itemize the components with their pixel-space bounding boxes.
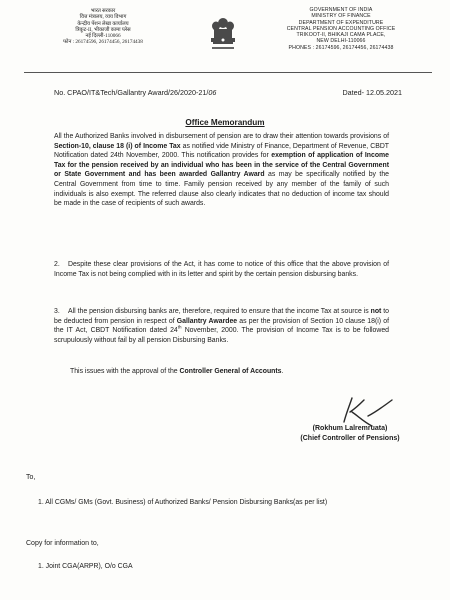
- paragraph-number: 2.: [54, 261, 60, 268]
- hindi-letterhead: [28, 8, 178, 46]
- para3-bold-1: not: [370, 308, 382, 315]
- document-date: Dated- 12.05.2021: [342, 88, 402, 97]
- para3-text-1: All the pension disbursing banks are, therefore, required to ensure that the income Tax at source is: [68, 308, 371, 315]
- reference-handwritten-suffix: 06: [208, 88, 217, 97]
- hindi-line: फोन : 26174596, 26174456, 26174438: [63, 39, 143, 46]
- english-line: CENTRAL PENSION ACCOUNTING OFFICE: [286, 25, 396, 32]
- reference-number: [54, 88, 216, 97]
- document-title: Office Memorandum: [185, 118, 265, 127]
- english-line: TRIKOOT-II, BHIKAJI CAMA PLACE,: [296, 32, 386, 39]
- para3-text-2: to be deducted from pension in respect of: [54, 308, 389, 325]
- hindi-line: त्रिकूट-II, भीकाजी कामा प्लेस: [75, 26, 131, 33]
- para2-text: Despite these clear provisions of the Act, it has come to notice of this office that the above provision of Income Tax is not being complied with in its letter and spirit by the certain pension disbursing banks.: [54, 261, 389, 278]
- hindi-line: नई दिल्ली-110066: [85, 33, 121, 40]
- header-divider: [24, 72, 432, 73]
- reference-prefix: No. CPAO/IT&Tech/Gallantry Award/26/2020-21/: [54, 88, 209, 97]
- para1-bold-2: exemption of application of Income Tax for the pension received by an individual who has been in the service of the Central Government or State Government and has been awarded Gallantry Award: [54, 152, 389, 179]
- approval-line: [70, 367, 400, 377]
- para1-bold-1: Section-10, clause 18 (i) of Income Tax: [54, 142, 181, 150]
- english-letterhead: [256, 7, 426, 51]
- para1-text-1: All the Authorized Banks involved in disbursement of pension are to draw their attention towards provisions of: [54, 133, 389, 140]
- approval-authority: Controller General of Accounts: [179, 368, 282, 375]
- copy-list-item: 1. Joint CGA(ARPR), O/o CGA: [38, 563, 133, 570]
- para3-superscript: th: [177, 324, 182, 330]
- english-line: MINISTRY OF FINANCE: [311, 13, 371, 20]
- english-line: NEW DELHI-110066: [316, 38, 366, 45]
- hindi-line: वित्त मंत्रालय, व्यय विभाग: [79, 14, 127, 21]
- approval-period: .: [281, 368, 284, 375]
- para1-text-3: as may be specifically notified by the Central Government from time to time. Family pension received by any member of the family of such individuals is also exempt. The referred clause also clearly indicates that no deduction of income tax should be made in the case of recipients of such awards.: [54, 171, 389, 208]
- para3-bold-2: Gallantry Awardee: [176, 317, 238, 325]
- para1-text-2: as notified vide Ministry of Finance, Department of Revenue, CBDT Notification dated 24th November, 2000. This notification provides for: [54, 142, 389, 160]
- national-emblem-icon: [203, 14, 243, 54]
- recipient-list-item: 1. All CGMs/ GMs (Govt. Business) of Authorized Banks/ Pension Disbursing Banks(as per list): [38, 499, 328, 506]
- paragraph-3: [54, 307, 389, 345]
- english-line: DEPARTMENT OF EXPENDITURE: [298, 19, 384, 26]
- paragraph-number: 3.: [54, 308, 60, 315]
- signatory-designation: (Chief Controller of Pensions): [300, 434, 400, 442]
- para3-text-3: as per the provision of Section 10 clause 18(i) of the IT Act, CBDT Notification dated 24: [54, 317, 389, 335]
- approval-text: This issues with the approval of the: [70, 368, 180, 375]
- signatory-block: [280, 424, 420, 443]
- signatory-name: (Rokhum Lalremruata): [312, 425, 388, 432]
- english-line: GOVERNMENT OF INDIA: [309, 7, 373, 13]
- paragraph-1: [54, 132, 389, 209]
- paragraph-2: [54, 260, 389, 279]
- to-heading: To,: [26, 474, 36, 481]
- english-line: PHONES : 26174596, 26174456, 26174438: [288, 44, 394, 51]
- hindi-line: केन्द्रीय पेंशन लेखा कार्यालय: [77, 20, 129, 27]
- copy-heading: Copy for information to,: [26, 540, 99, 547]
- hindi-line: भारत सरकार: [90, 8, 116, 14]
- para3-text-4: November, 2000. The provision of Income Tax is to be followed scrupulously without fail by all pension Disbursing Banks.: [54, 327, 389, 344]
